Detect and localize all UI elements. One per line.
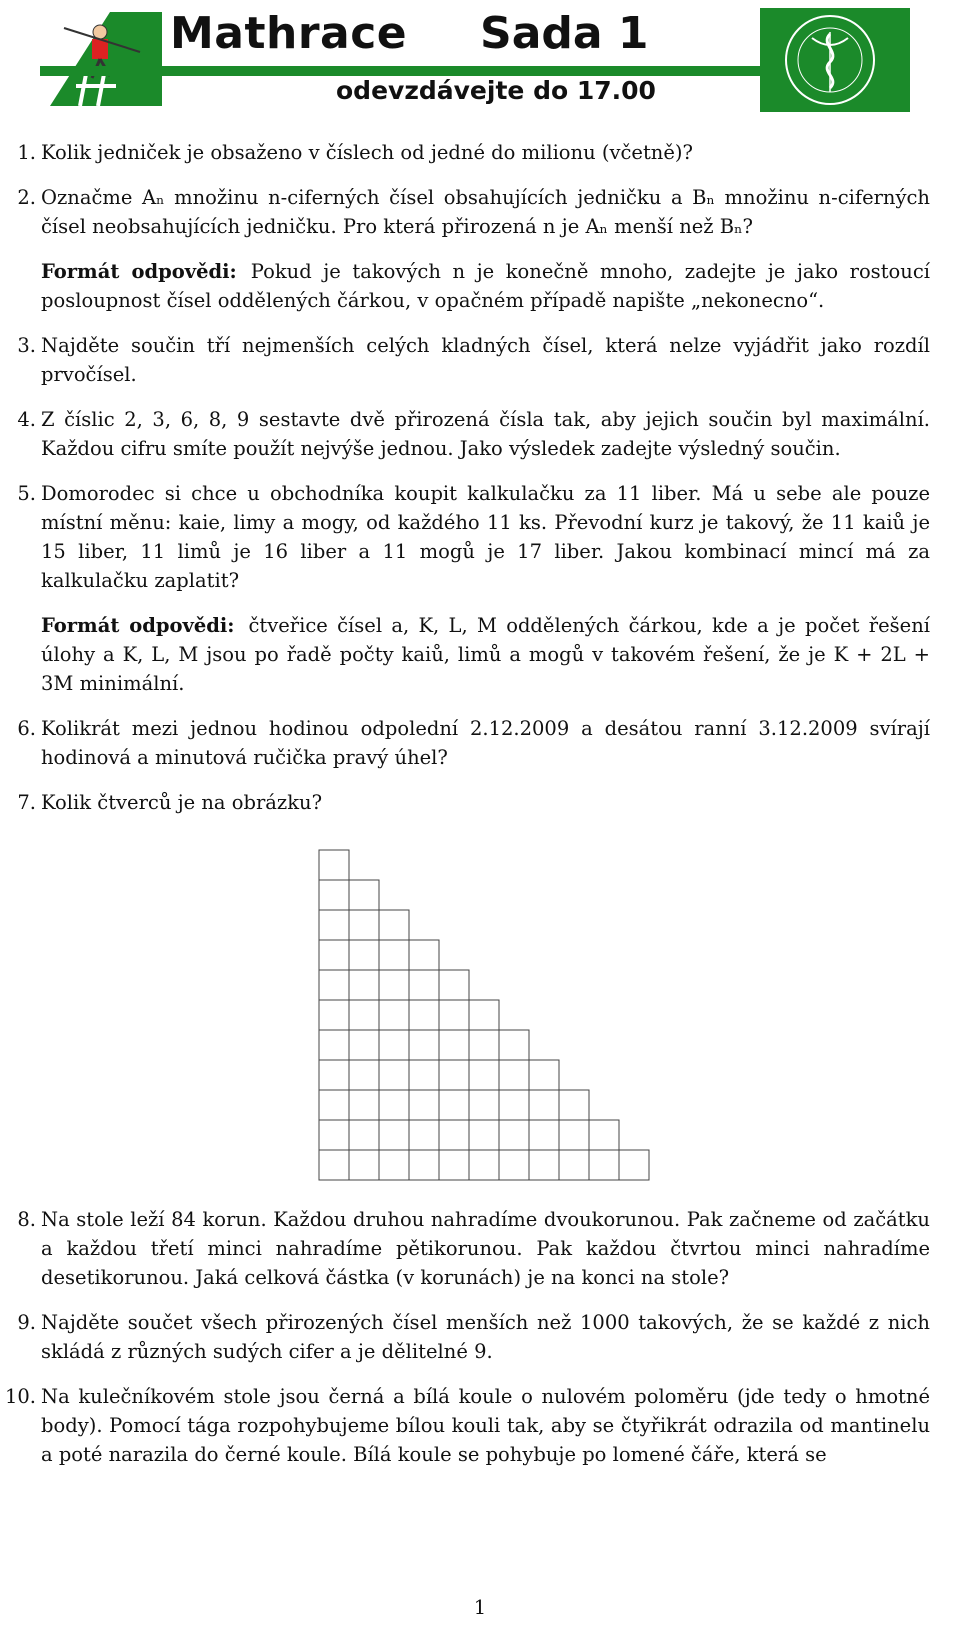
grid-square: [319, 1150, 349, 1180]
problem-text: Na kulečníkovém stole jsou černá a bílá koule o nulovém poloměru (jde tedy o hmotné body). Pomocí tága rozpohybujeme bílou kouli tak, aby se čtyřikrát odrazila od mantinelu a poté narazila do černé koule. Bílá koule se pohybuje po lomené čáře, která se: [41, 1385, 930, 1466]
problem-text: Kolikrát mezi jednou hodinou odpolední 2.12.2009 a desátou ranní 3.12.2009 svírají hodinová a minutová ručička pravý úhel?: [41, 717, 930, 769]
problem-number: 9.: [17, 1311, 36, 1334]
grid-square: [379, 1000, 409, 1030]
grid-square: [349, 970, 379, 1000]
grid-square: [379, 1150, 409, 1180]
problem-text: Na stole leží 84 korun. Každou druhou nahradíme dvoukorunou. Pak začneme od začátku a každou třetí minci nahradíme pětikorunou. Pak každou čtvrtou minci nahradíme desetikorunou. Jaká celková částka (v korunách) je na konci na stole?: [41, 1208, 930, 1289]
problem-text: Domorodec si chce u obchodníka koupit kalkulačku za 11 liber. Má u sebe ale pouze místní měnu: kaie, limy a mogy, od každého 11 ks. Převodní kurz je takový, že 11 kaiů je 15 liber, 11 limů je 16 liber a 11 mogů je 17 liber. Jakou kombinací mincí má za kalkulačku zaplatit?: [41, 482, 930, 592]
grid-square: [409, 1090, 439, 1120]
grid-square: [499, 1120, 529, 1150]
problem-number: 8.: [17, 1208, 36, 1231]
grid-square: [349, 1000, 379, 1030]
header-bar: [40, 66, 760, 76]
grid-square: [319, 880, 349, 910]
problem-4: [0, 405, 960, 463]
grid-square: [439, 1120, 469, 1150]
deadline-text: odevzdávejte do 17.00: [336, 76, 656, 105]
grid-square: [529, 1060, 559, 1090]
grid-square: [319, 1120, 349, 1150]
grid-square: [379, 1060, 409, 1090]
grid-square: [319, 940, 349, 970]
problem-text: Z číslic 2, 3, 6, 8, 9 sestavte dvě přirozená čísla tak, aby jejich součin byl maximální. Každou cifru smíte použít nejvýše jednou. Jako výsledek zadejte výsledný součin.: [41, 408, 930, 460]
grid-square: [499, 1090, 529, 1120]
answer-format-label: Formát odpovědi:: [41, 260, 237, 283]
staircase-figure: [0, 833, 960, 1205]
answer-format: [41, 257, 930, 315]
grid-square: [349, 1150, 379, 1180]
grid-square: [379, 970, 409, 1000]
problem-number: 7.: [17, 791, 36, 814]
answer-format-text: Pokud je takových n je konečně mnoho, zadejte je jako rostoucí posloupnost čísel oddělených čárkou, v opačném případě napište „nekonecno“.: [41, 260, 930, 312]
grid-square: [619, 1150, 649, 1180]
grid-square: [349, 880, 379, 910]
problem-6: [0, 714, 960, 772]
problem-7: [0, 788, 960, 817]
grid-square: [409, 1060, 439, 1090]
grid-square: [469, 1090, 499, 1120]
grid-square: [409, 940, 439, 970]
grid-square: [529, 1090, 559, 1120]
problem-number: 6.: [17, 717, 36, 740]
problem-5: [0, 479, 960, 698]
grid-square: [349, 940, 379, 970]
problem-number: 10.: [4, 1385, 36, 1408]
problem-number: 5.: [17, 482, 36, 505]
grid-square: [559, 1120, 589, 1150]
squares-grid-figure: [318, 849, 658, 1189]
brand-title: Mathrace: [170, 8, 408, 59]
grid-square: [379, 910, 409, 940]
grid-square: [349, 1060, 379, 1090]
grid-square: [319, 1060, 349, 1090]
set-title: Sada 1: [480, 8, 649, 59]
grid-square: [379, 940, 409, 970]
problem-10: [0, 1382, 960, 1469]
problem-text: Najděte součet všech přirozených čísel menších než 1000 takových, že se každé z nich skládá z různých sudých cifer a je dělitelné 9.: [41, 1311, 930, 1363]
problem-number: 2.: [17, 186, 36, 209]
problem-text: Kolik jedniček je obsaženo v číslech od jedné do milionu (včetně)?: [41, 141, 693, 164]
grid-square: [349, 1090, 379, 1120]
grid-square: [499, 1030, 529, 1060]
problem-text: Označme Aₙ množinu n-ciferných čísel obsahujících jedničku a Bₙ množinu n-ciferných čísel neobsahujících jedničku. Pro která přirozená n je Aₙ menší než Bₙ?: [41, 186, 930, 238]
grid-square: [469, 1120, 499, 1150]
grid-square: [439, 1150, 469, 1180]
mathrace-logo: [40, 8, 170, 112]
problem-number: 1.: [17, 141, 36, 164]
grid-square: [379, 1030, 409, 1060]
grid-square: [469, 1150, 499, 1180]
problem-number: 4.: [17, 408, 36, 431]
problem-9: [0, 1308, 960, 1366]
grid-square: [439, 1030, 469, 1060]
grid-square: [439, 1000, 469, 1030]
grid-square: [589, 1120, 619, 1150]
grid-square: [439, 1090, 469, 1120]
grid-square: [409, 1030, 439, 1060]
grid-square: [499, 1060, 529, 1090]
grid-square: [529, 1150, 559, 1180]
problem-list: [0, 138, 960, 1485]
grid-square: [469, 1000, 499, 1030]
problem-2: [0, 183, 960, 315]
problem-3: [0, 331, 960, 389]
university-seal-logo: [760, 8, 910, 112]
problem-text: Kolik čtverců je na obrázku?: [41, 791, 323, 814]
grid-square: [559, 1090, 589, 1120]
grid-square: [409, 1150, 439, 1180]
grid-square: [409, 1000, 439, 1030]
grid-square: [439, 1060, 469, 1090]
grid-square: [439, 970, 469, 1000]
page-header: [0, 0, 960, 120]
grid-square: [319, 1000, 349, 1030]
grid-square: [499, 1150, 529, 1180]
grid-square: [349, 1120, 379, 1150]
grid-square: [319, 970, 349, 1000]
grid-square: [319, 910, 349, 940]
grid-square: [349, 1030, 379, 1060]
grid-square: [409, 970, 439, 1000]
grid-square: [319, 850, 349, 880]
problem-number: 3.: [17, 334, 36, 357]
grid-square: [379, 1090, 409, 1120]
answer-format-label: Formát odpovědi:: [41, 614, 235, 637]
answer-format: [41, 611, 930, 698]
grid-square: [319, 1030, 349, 1060]
answer-format-text: čtveřice čísel a, K, L, M oddělených čárkou, kde a je počet řešení úlohy a K, L, M jsou po řadě počty kaiů, limů a mogů v takovém řešení, že je K + 2L + 3M minimální.: [41, 614, 930, 695]
problem-text: Najděte součin tří nejmenších celých kladných čísel, která nelze vyjádřit jako rozdíl prvočísel.: [41, 334, 930, 386]
grid-square: [319, 1090, 349, 1120]
grid-square: [529, 1120, 559, 1150]
problem-1: [0, 138, 960, 167]
grid-square: [469, 1060, 499, 1090]
grid-square: [409, 1120, 439, 1150]
grid-square: [469, 1030, 499, 1060]
page-number: 1: [473, 1596, 487, 1619]
grid-square: [349, 910, 379, 940]
grid-square: [589, 1150, 619, 1180]
problem-8: [0, 1205, 960, 1292]
grid-square: [379, 1120, 409, 1150]
grid-square: [559, 1150, 589, 1180]
